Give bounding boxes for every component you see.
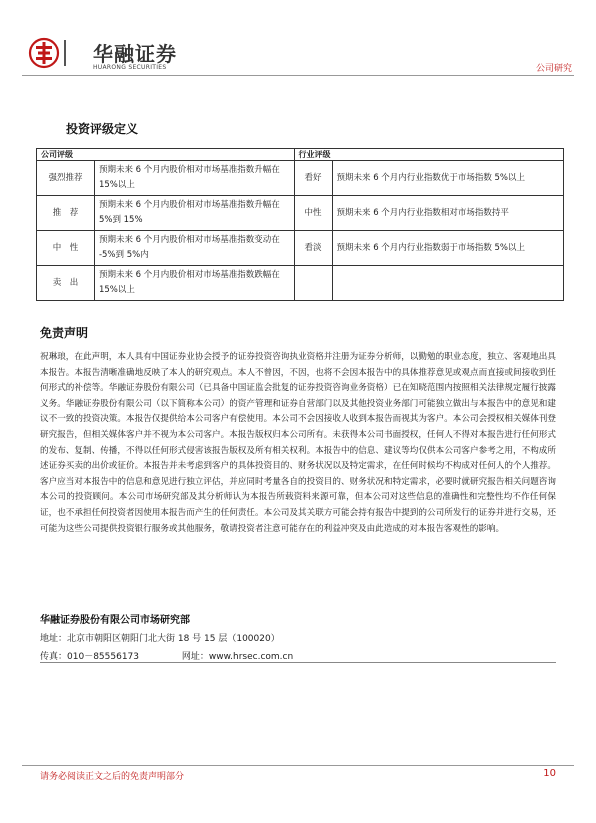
company-rating: 强烈推荐: [37, 161, 95, 196]
table-row: [37, 231, 564, 266]
footer-note: 请务必阅读正文之后的免责声明部分: [40, 772, 185, 782]
website-link[interactable]: www.hrsec.com.cn: [208, 652, 294, 662]
brand-name-en: HUARONG SECURITIES: [93, 64, 167, 71]
industry-rating: 中性: [294, 196, 332, 231]
industry-rating: [294, 266, 332, 301]
brand-name-cn: 华融证券: [93, 42, 177, 66]
ratings-title: 投资评级定义: [66, 122, 139, 136]
company-rating-desc: 预期未来 6 个月内股价相对市场基准指数升幅在 5%到 15%: [94, 196, 294, 231]
huarong-logo-icon: [24, 36, 82, 70]
company-rating: 卖 出: [37, 266, 95, 301]
footer-rule: [22, 765, 574, 766]
address-line: 地址：北京市朝阳区朝阳门北大街 18 号 15 层（100020）: [40, 634, 280, 644]
industry-rating: 看淡: [294, 231, 332, 266]
website-label: 网址：: [181, 652, 209, 662]
company-rating-header: 公司评级: [37, 149, 295, 161]
table-header-row: [37, 149, 564, 161]
table-row: [37, 196, 564, 231]
table-row: [37, 266, 564, 301]
research-dept-name: 华融证券股份有限公司市场研究部: [40, 615, 190, 626]
disclaimer-title: 免责声明: [40, 326, 89, 340]
company-rating-desc: 预期未来 6 个月内股价相对市场基准指数变动在 -5%到 5%内: [94, 231, 294, 266]
company-rating-desc: 预期未来 6 个月内股价相对市场基准指数升幅在 15%以上: [94, 161, 294, 196]
contact-rule: [40, 662, 556, 663]
section-label: 公司研究: [535, 64, 572, 74]
company-rating: 推 荐: [37, 196, 95, 231]
industry-rating-desc: 预期未来 6 个月内行业指数弱于市场指数 5%以上: [332, 231, 564, 266]
header-rule: [22, 75, 574, 76]
rating-definition-table: [36, 148, 564, 301]
industry-rating-desc: 预期未来 6 个月内行业指数相对市场指数持平: [332, 196, 564, 231]
fax-label: 传真：: [40, 652, 68, 662]
page-number: 10: [543, 768, 556, 779]
company-rating-desc: 预期未来 6 个月内股价相对市场基准指数跌幅在 15%以上: [94, 266, 294, 301]
table-row: [37, 161, 564, 196]
disclaimer-body: 祝琳琅，在此声明，本人具有中国证券业协会授予的证券投资咨询执业资格并注册为证券分析师，以勤勉的职业态度，独立、客观地出具本报告。本报告清晰准确地反映了本人的研究观点。本人不曾因，不因，也将不会因本报告中的具体推荐意见或观点而直接或间接收到任何形式的补偿等。华融证券股份有限公司（已具备中国证监会批复的证券投资咨询业务资格）已在知晓范围内按照相关法律规定履行披露义务。华融证券股份有限公司（以下简称本公司）的资产管理和证券自营部门以及其他投资业务部门可能独立做出与本报告中的意见和建议不一致的投资决策。本报告仅提供给本公司客户有偿使用。本公司不会因接收人收到本报告而视其为客户。本公司会授权相关媒体刊登研究报告，但相关媒体客户并不视为本公司客户。本报告版权归本公司所有。未获得本公司书面授权，任何人不得对本报告进行任何形式的发布、复制、传播，不得以任何形式侵害该报告版权及所有相关权利。本报告中的信息、建议等均仅供本公司客户参考之用，不构成所述证券买卖的出价或征价。本报告并未考虑到客户的具体投资目的、财务状况以及特定需求，在任何时候均不构成对任何人的个人推荐。客户应当对本报告中的信息和意见进行独立评估，并应同时考量各自的投资目的、财务状况和特定需求，必要时就研究报告相关问题咨询本公司的投资顾问。本公司市场研究部及其分析师认为本报告所载资料来源可靠，但本公司对这些信息的准确性和完整性均不作任何保证，也不承担任何投资者因使用本报告而产生的任何责任。本公司及其关联方可能会持有报告中提到的公司所发行的证券并进行交易，还可能为这些公司提供投资银行服务或其他服务，敬请投资者注意可能存在的利益冲突及由此造成的对本报告客观性的影响。: [40, 352, 556, 534]
industry-rating: 看好: [294, 161, 332, 196]
company-rating: 中 性: [37, 231, 95, 266]
industry-rating-desc: 预期未来 6 个月内行业指数优于市场指数 5%以上: [332, 161, 564, 196]
industry-rating-desc: [332, 266, 564, 301]
industry-rating-header: 行业评级: [294, 149, 563, 161]
contact-line: [40, 649, 293, 662]
fax-number: 010－85556173: [67, 652, 140, 662]
